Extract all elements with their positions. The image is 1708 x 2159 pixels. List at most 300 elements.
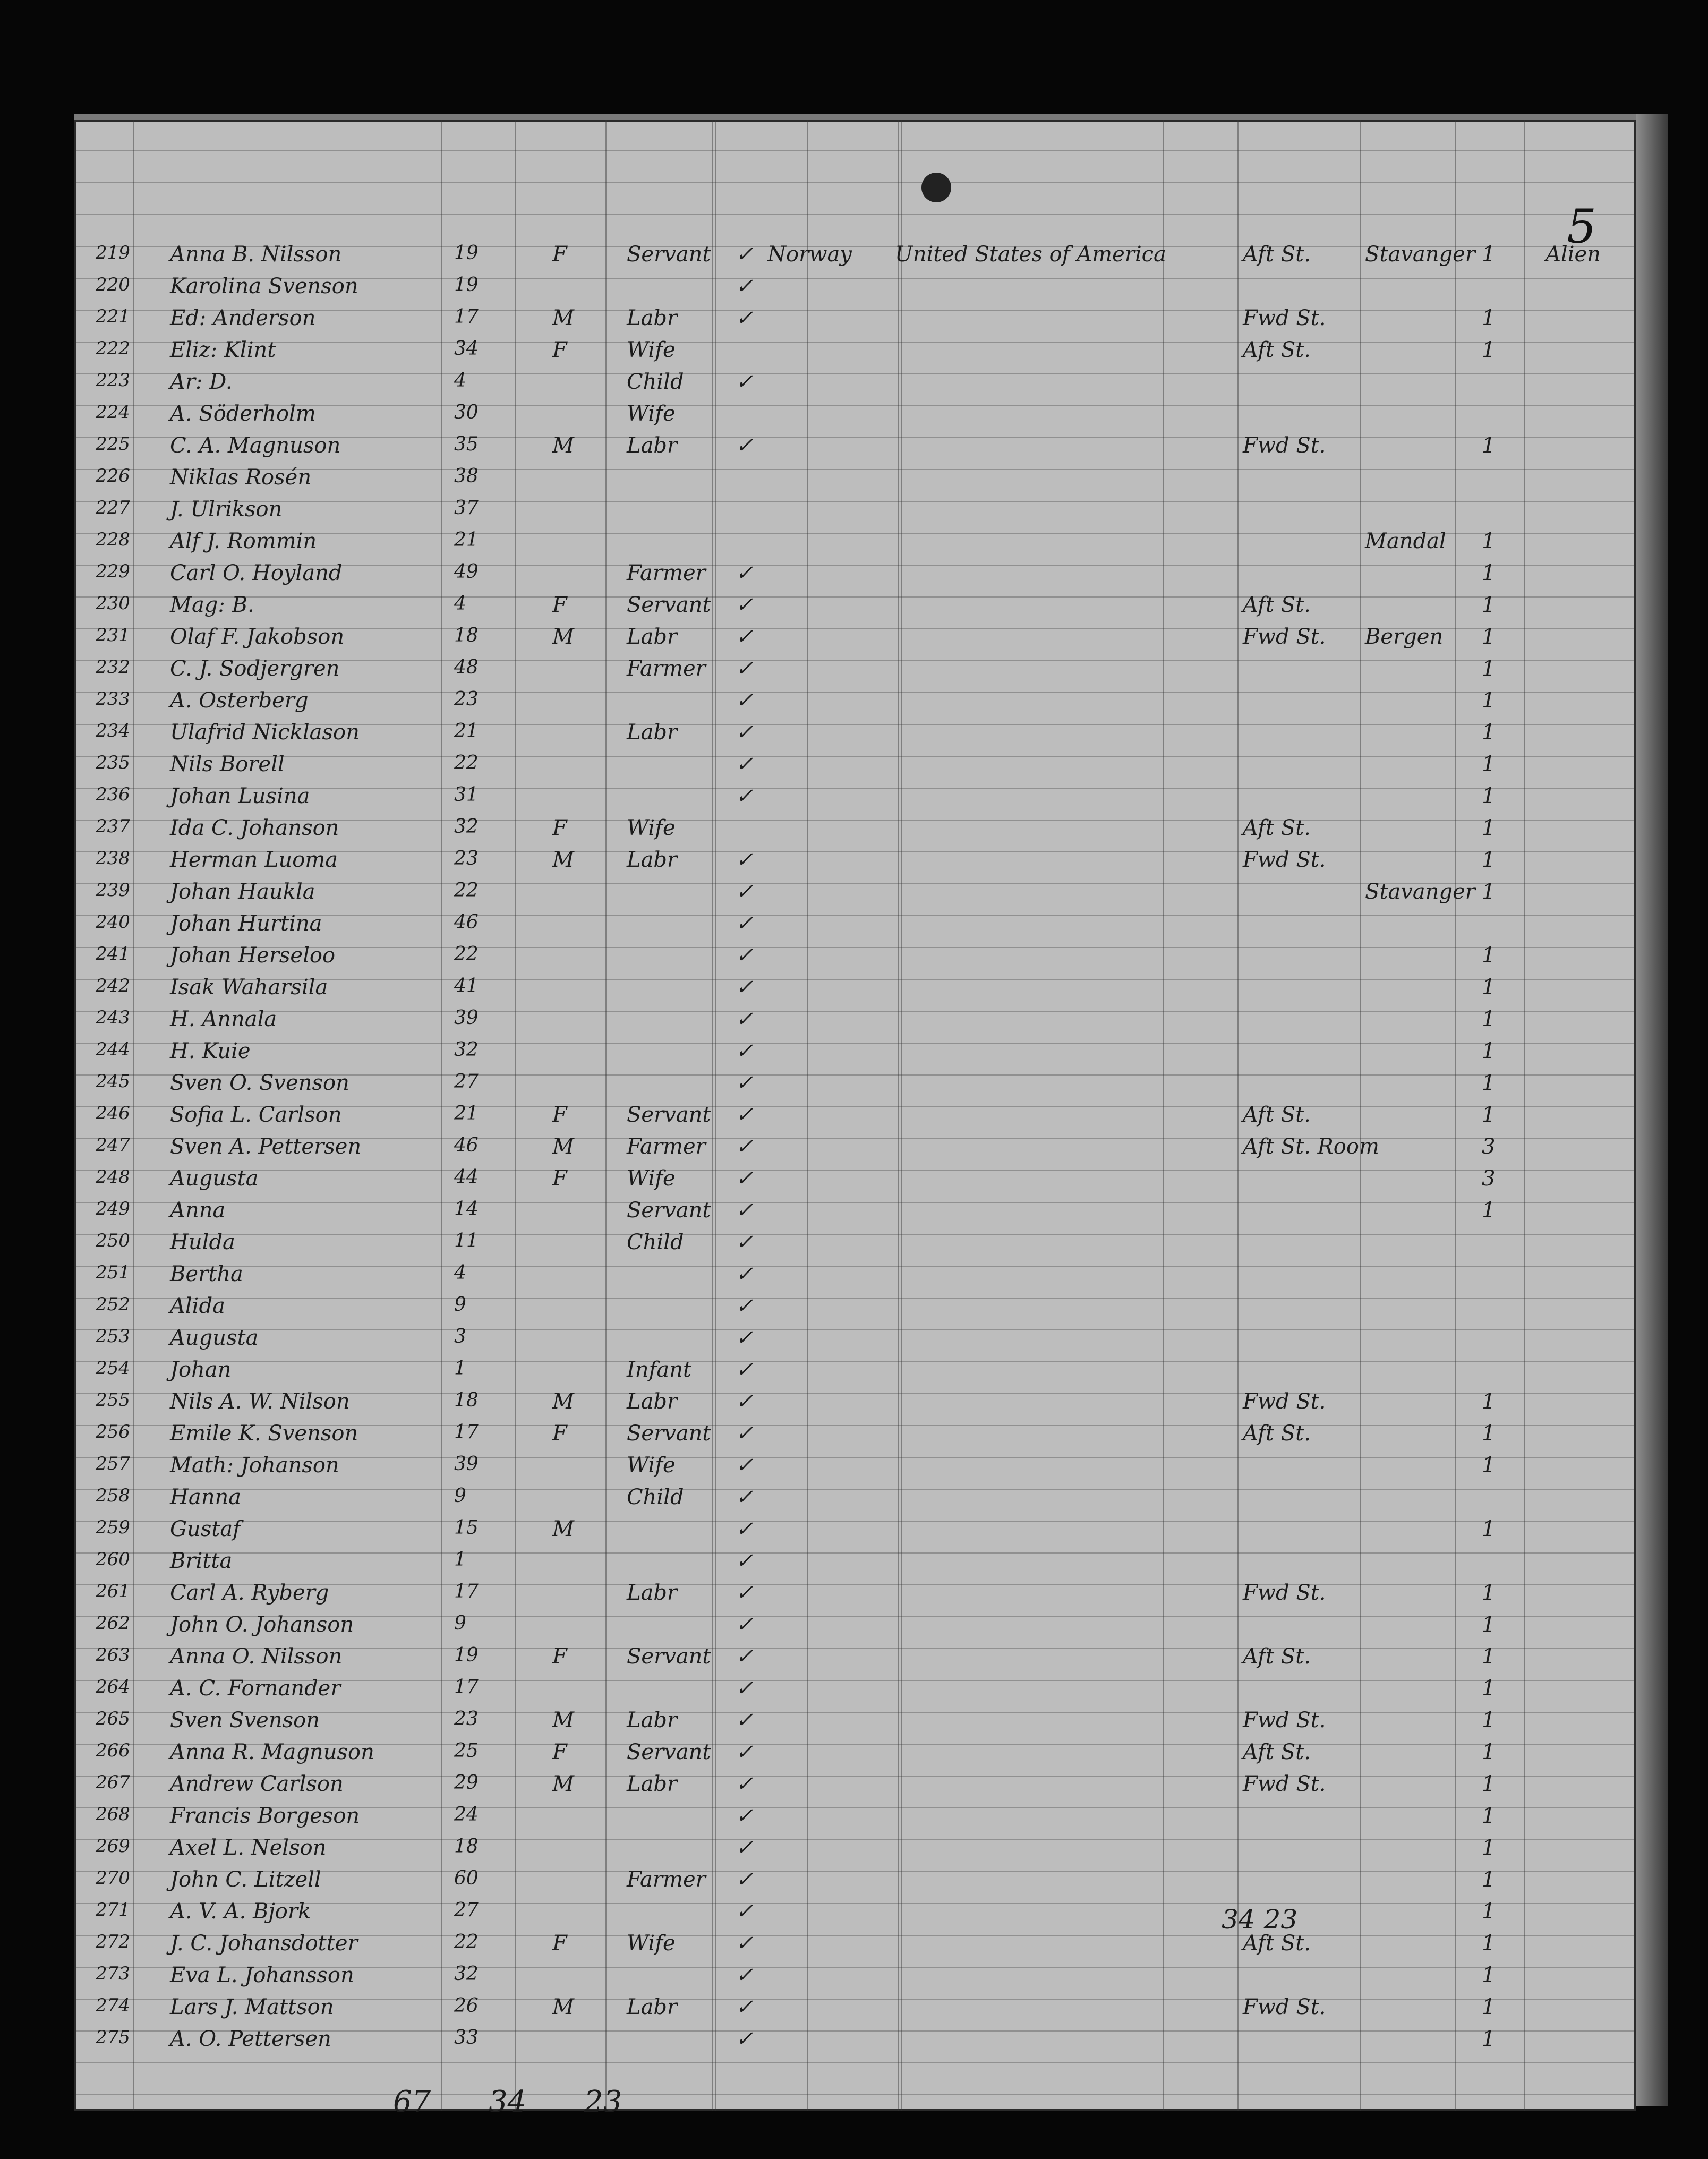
sex: F (552, 1931, 567, 1956)
baggage-count: 1 (1482, 656, 1496, 681)
age: 22 (454, 943, 479, 965)
check-mark: ✓ (736, 1262, 754, 1286)
age: 27 (454, 1899, 479, 1921)
ship-section: Fwd St. (1243, 1389, 1326, 1414)
ship-section: Aft St. Room (1243, 1134, 1379, 1159)
passenger-name: Eliz: Klint (170, 338, 276, 362)
ship-section: Aft St. (1243, 1931, 1311, 1956)
age: 3 (454, 1326, 466, 1347)
occupation: Servant (627, 1103, 711, 1127)
passenger-name: J. Ulrikson (170, 497, 283, 522)
check-mark: ✓ (736, 1453, 754, 1478)
check-mark: ✓ (736, 561, 754, 585)
table-row (74, 1386, 1636, 1418)
row-number: 251 (96, 1262, 130, 1283)
baggage-count: 1 (1482, 1453, 1496, 1478)
sex: M (552, 433, 574, 458)
passenger-name: John O. Johanson (170, 1612, 354, 1637)
baggage-count: 1 (1482, 2027, 1496, 2051)
baggage-count: 1 (1482, 1644, 1496, 1669)
ship-section: Aft St. (1243, 1103, 1311, 1127)
table-row (74, 335, 1636, 366)
sex: F (552, 593, 567, 617)
occupation: Child (627, 1485, 684, 1509)
age: 23 (454, 688, 479, 710)
table-row (74, 844, 1636, 876)
age: 15 (454, 1517, 479, 1539)
row-number: 238 (96, 848, 130, 869)
occupation: Labr (627, 1995, 678, 2019)
baggage-count: 1 (1482, 1071, 1496, 1095)
age: 17 (454, 306, 479, 328)
sex: F (552, 1421, 567, 1446)
check-mark: ✓ (736, 1612, 754, 1637)
alien-status: Alien (1545, 242, 1601, 267)
row-number: 270 (96, 1867, 130, 1889)
row-number: 223 (96, 370, 130, 391)
row-number: 229 (96, 561, 130, 582)
occupation: Farmer (627, 656, 706, 681)
baggage-count: 1 (1482, 625, 1496, 649)
table-row (74, 1577, 1636, 1609)
passenger-name: John C. Litzell (170, 1867, 321, 1892)
row-number: 249 (96, 1198, 130, 1219)
ship-section: Fwd St. (1243, 1995, 1326, 2019)
table-row (74, 1737, 1636, 1769)
passenger-name: Hanna (170, 1485, 242, 1509)
ship-section: Aft St. (1243, 1421, 1311, 1446)
baggage-count: 3 (1482, 1134, 1496, 1159)
age: 46 (454, 911, 479, 933)
occupation: Wife (627, 402, 676, 426)
passenger-name: H. Annala (170, 1007, 277, 1031)
port: Stavanger (1365, 242, 1475, 267)
sex: M (552, 1134, 574, 1159)
baggage-count: 1 (1482, 1836, 1496, 1860)
check-mark: ✓ (736, 1134, 754, 1159)
passenger-name: Math: Johanson (170, 1453, 339, 1478)
passenger-name: Johan Herseloo (170, 943, 336, 968)
table-row (74, 558, 1636, 590)
table-row (74, 1800, 1636, 1832)
margin-note: 34 23 (1222, 1904, 1298, 1935)
check-mark: ✓ (736, 848, 754, 872)
row-number: 247 (96, 1134, 130, 1156)
passenger-name: Johan Hurtina (170, 911, 322, 936)
table-row (74, 972, 1636, 1004)
table-row (74, 1195, 1636, 1227)
row-number: 274 (96, 1995, 130, 2016)
check-mark: ✓ (736, 1389, 754, 1414)
row-number: 254 (96, 1358, 130, 1379)
table-row (74, 526, 1636, 558)
ship-section: Fwd St. (1243, 1772, 1326, 1796)
table-row (74, 1227, 1636, 1259)
ship-section: Fwd St. (1243, 1581, 1326, 1605)
passenger-name: Lars J. Mattson (170, 1995, 334, 2019)
occupation: Servant (627, 1198, 711, 1223)
age: 9 (454, 1485, 466, 1507)
passenger-name: Nils A. W. Nilson (170, 1389, 350, 1414)
table-row (74, 1992, 1636, 2024)
sex: M (552, 1772, 574, 1796)
row-number: 231 (96, 625, 130, 646)
check-mark: ✓ (736, 306, 754, 330)
passenger-name: Eva L. Johansson (170, 1963, 354, 1987)
baggage-count: 1 (1482, 784, 1496, 808)
sex: F (552, 338, 567, 362)
check-mark: ✓ (736, 1581, 754, 1605)
row-number: 220 (96, 274, 130, 295)
check-mark: ✓ (736, 1676, 754, 1701)
passenger-name: Karolina Svenson (170, 274, 358, 298)
check-mark: ✓ (736, 656, 754, 681)
page-number: 5 (1567, 199, 1596, 254)
age: 11 (454, 1230, 479, 1252)
passenger-name: Johan Haukla (170, 880, 315, 904)
row-number: 262 (96, 1612, 130, 1634)
table-row (74, 1514, 1636, 1546)
baggage-count: 1 (1482, 1389, 1496, 1414)
table-row (74, 1769, 1636, 1800)
row-number: 233 (96, 688, 130, 710)
check-mark: ✓ (736, 1804, 754, 1828)
passenger-name: Axel L. Nelson (170, 1836, 327, 1860)
row-number: 240 (96, 911, 130, 933)
ship-section: Aft St. (1243, 1644, 1311, 1669)
table-row (74, 303, 1636, 335)
passenger-name: Johan (170, 1358, 232, 1382)
age: 22 (454, 880, 479, 901)
sex: M (552, 1517, 574, 1541)
age: 1 (454, 1358, 466, 1379)
age: 19 (454, 274, 479, 296)
passenger-name: Augusta (170, 1326, 259, 1350)
age: 34 (454, 338, 479, 360)
passenger-name: Ida C. Johanson (170, 816, 339, 840)
row-number: 245 (96, 1071, 130, 1092)
table-row (74, 1960, 1636, 1992)
passenger-name: Emile K. Svenson (170, 1421, 358, 1446)
passenger-name: A. C. Fornander (170, 1676, 341, 1701)
tally-age-count: 34 (489, 2085, 527, 2119)
age: 30 (454, 402, 479, 423)
ship-section: Aft St. (1243, 1740, 1311, 1764)
table-row (74, 366, 1636, 398)
table-row (74, 1928, 1636, 1960)
age: 4 (454, 1262, 466, 1284)
age: 49 (454, 561, 479, 583)
baggage-count: 1 (1482, 1867, 1496, 1892)
check-mark: ✓ (736, 1326, 754, 1350)
age: 32 (454, 1039, 479, 1061)
table-row (74, 1036, 1636, 1068)
age: 33 (454, 2027, 479, 2049)
check-mark: ✓ (736, 1294, 754, 1318)
age: 27 (454, 1071, 479, 1093)
sex: M (552, 1995, 574, 2019)
age: 17 (454, 1676, 479, 1698)
age: 17 (454, 1581, 479, 1602)
ship-section: Fwd St. (1243, 848, 1326, 872)
check-mark: ✓ (736, 1358, 754, 1382)
passenger-name: Sven Svenson (170, 1708, 320, 1733)
sex: F (552, 816, 567, 840)
table-row (74, 717, 1636, 749)
passenger-name: Alida (170, 1294, 225, 1318)
table-row (74, 1482, 1636, 1514)
row-number: 267 (96, 1772, 130, 1793)
table-row (74, 1450, 1636, 1482)
check-mark: ✓ (736, 1963, 754, 1987)
passenger-name: Herman Luoma (170, 848, 338, 872)
row-number: 255 (96, 1389, 130, 1411)
row-number: 257 (96, 1453, 130, 1474)
age: 23 (454, 848, 479, 869)
occupation: Labr (627, 1708, 678, 1733)
row-number: 241 (96, 943, 130, 965)
check-mark: ✓ (736, 1995, 754, 2019)
table-row (74, 590, 1636, 621)
ship-section: Fwd St. (1243, 1708, 1326, 1733)
age: 46 (454, 1134, 479, 1156)
passenger-name: Isak Waharsila (170, 975, 328, 1000)
tally-occupation-count: 23 (584, 2085, 622, 2119)
sex: M (552, 625, 574, 649)
table-row (74, 1291, 1636, 1322)
row-number: 242 (96, 975, 130, 996)
passenger-name: Anna R. Magnuson (170, 1740, 374, 1764)
table-row (74, 1004, 1636, 1036)
passenger-name: Ar: D. (170, 370, 233, 394)
passenger-name: Augusta (170, 1166, 259, 1191)
age: 4 (454, 593, 466, 615)
table-row (74, 1418, 1636, 1450)
age: 35 (454, 433, 479, 455)
age: 14 (454, 1198, 479, 1220)
row-number: 261 (96, 1581, 130, 1602)
passenger-name: Mag: B. (170, 593, 254, 617)
check-mark: ✓ (736, 1230, 754, 1255)
row-number: 268 (96, 1804, 130, 1825)
table-row (74, 1705, 1636, 1737)
row-number: 259 (96, 1517, 130, 1538)
age: 44 (454, 1166, 479, 1188)
baggage-count: 1 (1482, 1039, 1496, 1063)
check-mark: ✓ (736, 1007, 754, 1031)
table-row (74, 781, 1636, 813)
row-number: 237 (96, 816, 130, 837)
age: 32 (454, 816, 479, 838)
baggage-count: 1 (1482, 752, 1496, 776)
table-row (74, 430, 1636, 462)
passenger-name: Sven O. Svenson (170, 1071, 349, 1095)
row-number: 264 (96, 1676, 130, 1697)
table-row (74, 908, 1636, 940)
baggage-count: 1 (1482, 1963, 1496, 1987)
destination-country: United States of America (895, 242, 1166, 267)
check-mark: ✓ (736, 1039, 754, 1063)
sex: F (552, 1644, 567, 1669)
table-row (74, 1673, 1636, 1705)
table-row (74, 1131, 1636, 1163)
baggage-count: 1 (1482, 593, 1496, 617)
row-number: 250 (96, 1230, 130, 1251)
table-row (74, 1322, 1636, 1354)
table-row (74, 1546, 1636, 1577)
baggage-count: 1 (1482, 1708, 1496, 1733)
row-number: 256 (96, 1421, 130, 1443)
check-mark: ✓ (736, 1485, 754, 1509)
ship-section: Fwd St. (1243, 433, 1326, 458)
row-number: 252 (96, 1294, 130, 1315)
port: Bergen (1365, 625, 1444, 649)
check-mark: ✓ (736, 1931, 754, 1956)
age: 22 (454, 752, 479, 774)
table-row (74, 271, 1636, 303)
passenger-name: Ed: Anderson (170, 306, 316, 330)
age: 22 (454, 1931, 479, 1953)
row-number: 232 (96, 656, 130, 678)
check-mark: ✓ (736, 1740, 754, 1764)
baggage-count: 1 (1482, 688, 1496, 713)
age: 60 (454, 1867, 479, 1889)
occupation: Infant (627, 1358, 692, 1382)
row-number: 266 (96, 1740, 130, 1761)
check-mark: ✓ (736, 274, 754, 298)
occupation: Farmer (627, 561, 706, 585)
passenger-name: Carl O. Hoyland (170, 561, 343, 585)
occupation: Servant (627, 1644, 711, 1669)
age: 39 (454, 1453, 479, 1475)
tally-sex-count: 67 (393, 2085, 431, 2119)
occupation: Wife (627, 1453, 676, 1478)
occupation: Wife (627, 1931, 676, 1956)
passenger-name: Andrew Carlson (170, 1772, 344, 1796)
occupation: Labr (627, 625, 678, 649)
baggage-count: 1 (1482, 720, 1496, 745)
row-number: 258 (96, 1485, 130, 1506)
passenger-name: Britta (170, 1549, 233, 1573)
row-number: 273 (96, 1963, 130, 1984)
sex: M (552, 848, 574, 872)
check-mark: ✓ (736, 1103, 754, 1127)
sex: M (552, 1708, 574, 1733)
check-mark: ✓ (736, 1708, 754, 1733)
baggage-count: 1 (1482, 848, 1496, 872)
row-number: 269 (96, 1836, 130, 1857)
ledger-edge (1636, 114, 1668, 2106)
occupation: Farmer (627, 1134, 706, 1159)
occupation: Labr (627, 720, 678, 745)
age: 31 (454, 784, 479, 806)
row-number: 224 (96, 402, 130, 423)
row-number: 227 (96, 497, 130, 518)
table-row (74, 653, 1636, 685)
passenger-name: Francis Borgeson (170, 1804, 360, 1828)
baggage-count: 1 (1482, 1103, 1496, 1127)
row-number: 226 (96, 465, 130, 487)
row-number: 265 (96, 1708, 130, 1729)
check-mark: ✓ (736, 370, 754, 394)
age: 9 (454, 1294, 466, 1316)
baggage-count: 1 (1482, 561, 1496, 585)
row-number: 239 (96, 880, 130, 901)
passenger-name: Niklas Rosén (170, 465, 312, 490)
age: 18 (454, 1836, 479, 1857)
row-number: 263 (96, 1644, 130, 1666)
age: 21 (454, 529, 479, 551)
table-row (74, 621, 1636, 653)
passenger-name: A. Osterberg (170, 688, 309, 713)
row-number: 253 (96, 1326, 130, 1347)
row-number: 236 (96, 784, 130, 805)
occupation: Wife (627, 1166, 676, 1191)
row-number: 221 (96, 306, 130, 327)
passenger-name: Sven A. Pettersen (170, 1134, 362, 1159)
passenger-name: Ulafrid Nicklason (170, 720, 360, 745)
baggage-count: 1 (1482, 1931, 1496, 1956)
ship-section: Fwd St. (1243, 625, 1326, 649)
passenger-name: Anna (170, 1198, 226, 1223)
table-row (74, 940, 1636, 972)
age: 18 (454, 1389, 479, 1411)
baggage-count: 1 (1482, 816, 1496, 840)
passenger-name: Anna O. Nilsson (170, 1644, 343, 1669)
row-number: 219 (96, 242, 130, 263)
occupation: Labr (627, 848, 678, 872)
table-row (74, 1099, 1636, 1131)
age: 32 (454, 1963, 479, 1985)
table-row (74, 685, 1636, 717)
baggage-count: 1 (1482, 1804, 1496, 1828)
table-row (74, 1832, 1636, 1864)
sex: M (552, 306, 574, 330)
row-number: 248 (96, 1166, 130, 1188)
check-mark: ✓ (736, 943, 754, 968)
baggage-count: 1 (1482, 529, 1496, 553)
check-mark: ✓ (736, 752, 754, 776)
row-number: 271 (96, 1899, 130, 1921)
age: 41 (454, 975, 479, 997)
table-row (74, 1864, 1636, 1896)
row-number: 222 (96, 338, 130, 359)
passenger-name: Johan Lusina (170, 784, 310, 808)
check-mark: ✓ (736, 1867, 754, 1892)
row-number: 272 (96, 1931, 130, 1952)
baggage-count: 1 (1482, 1007, 1496, 1031)
age: 9 (454, 1612, 466, 1634)
passenger-name: A. V. A. Bjork (170, 1899, 311, 1924)
occupation: Child (627, 370, 684, 394)
port: Mandal (1365, 529, 1446, 553)
occupation: Wife (627, 338, 676, 362)
baggage-count: 1 (1482, 433, 1496, 458)
check-mark: ✓ (736, 1899, 754, 1924)
row-number: 275 (96, 2027, 130, 2048)
table-row (74, 1641, 1636, 1673)
passenger-name: A. Söderholm (170, 402, 316, 426)
occupation: Labr (627, 1581, 678, 1605)
table-row (74, 1354, 1636, 1386)
check-mark: ✓ (736, 688, 754, 713)
passenger-name: A. O. Pettersen (170, 2027, 331, 2051)
row-number: 225 (96, 433, 130, 455)
sex: F (552, 1740, 567, 1764)
occupation: Servant (627, 593, 711, 617)
age: 25 (454, 1740, 479, 1762)
baggage-count: 1 (1482, 1899, 1496, 1924)
